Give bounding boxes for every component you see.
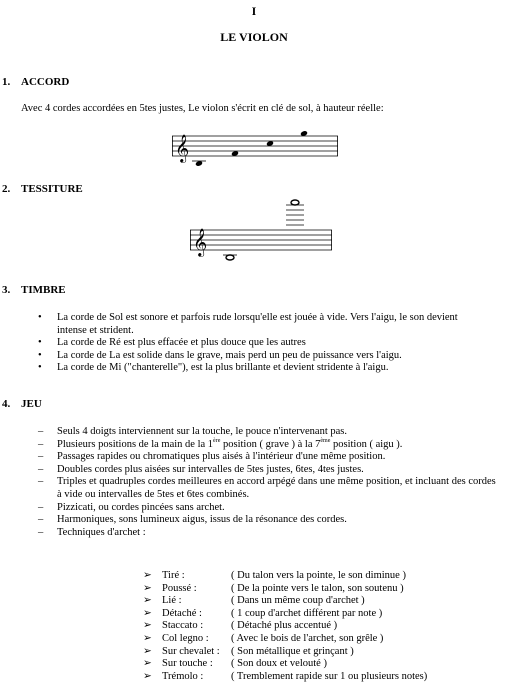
technique-description: ( Son doux et velouté ) (231, 658, 327, 670)
bowing-techniques-list (143, 570, 427, 683)
section-number: 3. (2, 284, 11, 296)
technique-description: ( De la pointe vers le talon, son soutenu ) (231, 582, 404, 594)
technique-term: Staccato : (162, 620, 204, 632)
dash-icon: – (38, 451, 44, 463)
technique-description: ( Tremblement rapide sur 1 ou plusieurs notes) (231, 670, 428, 682)
svg-text:𝄞: 𝄞 (193, 228, 208, 256)
list-item: • La corde de Mi ("chanterelle"), est la plus brillante et devient stridente à l'aigu. (38, 362, 389, 374)
technique-description: ( 1 coup d'archet différent par note ) (231, 607, 383, 619)
arrow-bullet-icon: ➢ (143, 607, 152, 619)
dash-icon: – (38, 501, 44, 513)
arrow-bullet-icon: ➢ (143, 645, 152, 657)
section-title: TESSITURE (21, 183, 83, 195)
technique-term: Sur touche : (162, 658, 213, 670)
technique-item (143, 608, 427, 621)
accord-staff-image (172, 126, 338, 168)
list-item: – Passages rapides ou chromatiques plus aisés à l'intérieur d'une même position. (38, 451, 386, 463)
arrow-bullet-icon: ➢ (143, 670, 152, 682)
list-item: – Plusieurs positions de la main de la 1ère position ( grave ) à la 7ème position ( aigu ). (38, 437, 403, 450)
list-item: • La corde de Sol est sonore et parfois rude lorsqu'elle est jouée à vide. Vers l'aigu, le son devient intense et strident. (38, 312, 458, 336)
list-item: – Doubles cordes plus aisées sur intervalles de 5tes justes, 6tes, 4tes justes. (38, 463, 364, 475)
timbre-list (38, 312, 477, 375)
section-heading-timbre (0, 284, 508, 298)
arrow-bullet-icon: ➢ (143, 620, 152, 632)
technique-term: Poussé : (162, 582, 197, 594)
technique-term: Sur chevalet : (162, 645, 220, 657)
arrow-bullet-icon: ➢ (143, 658, 152, 670)
technique-description: ( Du talon vers la pointe, le son diminue ) (231, 570, 406, 581)
technique-description: ( Dans un même coup d'archet ) (231, 595, 365, 607)
bullet-icon: • (38, 362, 42, 374)
section-heading-accord (0, 76, 508, 90)
arrow-bullet-icon: ➢ (143, 570, 152, 581)
technique-item (143, 595, 427, 608)
list-item: • La corde de La est solide dans le grave, mais perd un peu de puissance vers l'aigu. (38, 349, 402, 361)
arrow-bullet-icon: ➢ (143, 595, 152, 607)
dash-icon: – (38, 438, 44, 450)
technique-item (143, 583, 427, 596)
section-title: JEU (21, 398, 42, 410)
list-item: – Techniques d'archet : (38, 526, 146, 538)
jeu-list (38, 426, 497, 539)
bullet-icon: • (38, 349, 42, 361)
dash-icon: – (38, 514, 44, 526)
arrow-bullet-icon: ➢ (143, 632, 152, 644)
technique-term: Col legno : (162, 632, 209, 644)
technique-term: Détaché : (162, 607, 202, 619)
dash-icon: – (38, 526, 44, 538)
technique-item (143, 658, 427, 671)
accord-text: Avec 4 cordes accordées en 5tes justes, Le violon s'écrit en clé de sol, à hauteur réelle: (21, 103, 384, 114)
technique-item (143, 671, 427, 684)
section-number: 2. (2, 183, 11, 195)
svg-text:𝄞: 𝄞 (175, 134, 190, 162)
chapter-title: LE VIOLON (220, 30, 288, 44)
dash-icon: – (38, 463, 44, 475)
technique-item (143, 646, 427, 659)
bullet-icon: • (38, 312, 42, 323)
arrow-bullet-icon: ➢ (143, 582, 152, 594)
section-number: 1. (2, 76, 11, 88)
technique-item (143, 620, 427, 633)
section-number: 4. (2, 398, 11, 410)
list-item: – Triples et quadruples cordes meilleures en accord arpégé dans une même position, et incluant des cordes à vide ou intervalles de 5tes et 6tes combinés. (38, 476, 496, 500)
technique-description: ( Avec le bois de l'archet, son grêle ) (231, 632, 384, 644)
technique-description: ( Son métallique et grinçant ) (231, 645, 354, 657)
bullet-icon: • (38, 337, 42, 349)
technique-item (143, 633, 427, 646)
chapter-number: I (251, 4, 257, 18)
dash-icon: – (38, 426, 44, 437)
section-heading-jeu (0, 398, 508, 412)
technique-term: Trémolo : (162, 670, 204, 682)
tessiture-staff-image (190, 198, 332, 270)
section-heading-tessiture (0, 183, 508, 197)
technique-item (143, 570, 427, 583)
dash-icon: – (38, 476, 44, 488)
list-item: – Pizzicati, ou cordes pincées sans archet. (38, 501, 225, 513)
technique-term: Lié : (162, 595, 182, 607)
section-title: ACCORD (21, 76, 70, 88)
list-item: – Harmoniques, sons lumineux aigus, issus de la résonance des cordes. (38, 514, 347, 526)
list-item: – Seuls 4 doigts interviennent sur la touche, le pouce n'intervenant pas. (38, 426, 347, 437)
technique-term: Tiré : (162, 570, 185, 581)
technique-description: ( Détaché plus accentué ) (231, 620, 338, 632)
section-title: TIMBRE (21, 284, 66, 296)
list-item: • La corde de Ré est plus effacée et plus douce que les autres (38, 337, 306, 349)
